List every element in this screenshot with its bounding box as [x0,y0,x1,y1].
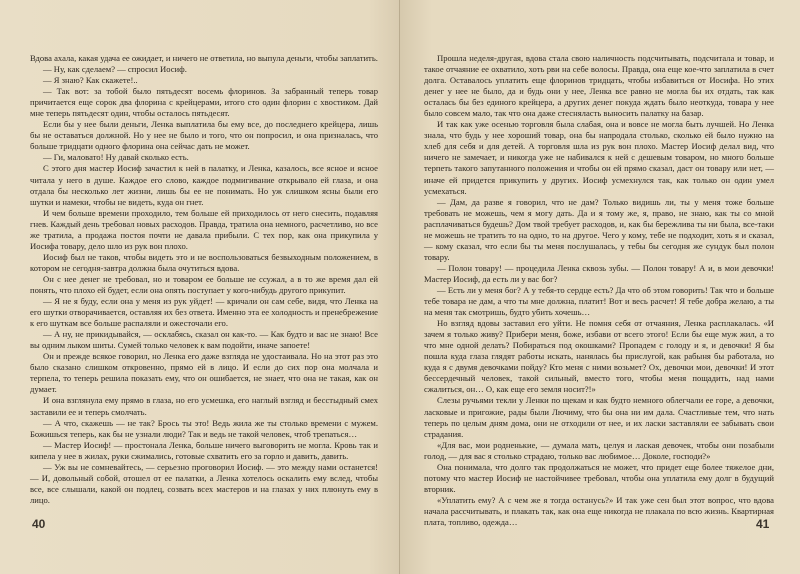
paragraph: И чем больше времени проходило, тем больше ей приходилось от него снесить, подавляя гнев. Каждый день требовал новых расходов. Правда, тратила она немного, расчетливо, но все же тратила, а продажа постоя почти не давала прибыли. С тех пор, как она прикупила у Иосифа товару, дело шло из рук вон плохо. [30,207,378,251]
paragraph: — Я не я буду, если она у меня из рук уйдет! — кричали он сам себе, видя, что Ленка на его шутки отворачивается, оставляя их без ответа. Именно эта ее холодность и пренебрежение к его шуткам все больше распаляли и ожесточали его. [30,296,378,329]
right-page-number: 41 [756,517,770,531]
right-page-text [424,53,774,528]
paragraph: — А что, скажешь — не так? Брось ты это! Ведь жила же ты столько времени с мужем. Божишься теперь, как бы не узнали люди? Так и ведь не такой человек, чтоб трепаться… [30,417,378,439]
paragraph: Он с нее денег не требовал, но и товаром ее больше не ссужал, а в то же время дал ей понять, что плохо ей будет, если она опять поступает у кого-нибудь другого прикупит. [30,273,378,295]
left-page-text [30,53,378,506]
paragraph: — Так вот: за тобой было пятьдесят восемь флоринов. За забранный теперь товар причитается еще сорок два флорина с крейцерами, итого сто один флорин с хвостиком. Дай мне теперь пятьдесят один, чтобы осталось пятьдесят. [30,86,378,119]
paragraph: — Есть ли у меня бог? А у тебя-то сердце есть? Да что об этом говорить! Так что и больше тебе товара не дам, а что ты мне должна, платит! Вот и весь расчет! Я тебе добра желаю, а ты на меня так смотришь, будто убить хочешь… [424,284,774,318]
paragraph: — Мастер Иосиф! — простонала Ленка, больше ничего выговорить не могла. Кровь так и кипела у нее в жилах, руки сжимались, готовые схватить его за горло и давить, давить. [30,439,378,461]
paragraph: — Ги, маловато! Ну давай сколько есть. [43,152,189,163]
paragraph: Слезы ручьями текли у Ленки по щекам и как будто немного облегчали ее горе, а девочки, ласковые и пригожие, рады были Лючиму, что бы она ни им дала. Счастливые тем, что нать теперь по целым дням дома, они не отходили от нее, и их ласки заставляли ее забывать свои страдания. [424,395,774,439]
paragraph: — Я знаю? Как скажете!.. [43,75,138,86]
paragraph: — Уж вы не сомневайтесь, — серьезно проговорил Иосиф. — это между нами останется! — И, довольный собой, отошел от ее палатки, а Ленка хотелось оскалить ему вслед, чтобы все, все слышали, какой он подлец, созвать всех мастеров и на глазах у них плюнуть ему в лицо. [30,461,378,505]
right-page [400,0,800,574]
paragraph: Но взгляд вдовы заставил его уйти. Не помня себя от отчаяния, Ленка расплакалась. «И зачем я только живу? Прибери меня, боже, избави от всего этого! Если бы еще муж жил, а то что мне одной делать? Побираться под окошками? Пропадем с голоду и я, и девочки! Я бы пошла куда глаза глядят работы искать, нанялась бы прислугой, как рабыня бы работала, но куда я с двумя девочками пойду? Кто меня с ними возьмет? Ох, девочки мои, девочки! И этот бессердечный человек, такой сильный, вместо того, чтобы меня пощадить, над нами сжалиться, он… О, как еще его земля носит?!» [424,318,774,395]
left-page-number: 40 [32,517,46,531]
paragraph: И так как уже осенью торговля была слабая, она и вовсе не могла быть лучшей. Но Ленка знала, что будь у нее хороший товар, она бы напродала столько, сколько ей было нужно на хлеб для себя и для детей. А торговля шла из рук вон плохо. Мастер Иосиф делал вид, что ничего не замечает, и никогда уже не набивался к ней с дешевым товаром, но много больше терпеть такого запутанного положения и чтобы он ей прямо сказал, даст он товару или нет, — иначе ей придется прикупить у других. Иосиф усмехнулся так, как только он один умел усмехаться. [424,119,774,196]
paragraph: — Полон товару! — процедила Ленка сквозь зубы. — Полон товару! А и, в мои девочки! Мастер Иосиф, да есть ли у вас бог? [424,262,774,284]
paragraph: Он и прежде всякое говорил, но Ленка его даже взгляда не удостаивала. Но на этот раз это было сказано слишком откровенно, прямо ей в лицо. И если до сих пор она молчала и терпела, то теперь решила показать ему, что он ошибается, не знает, что она не такая, как он думает. [30,351,378,395]
paragraph: — А ну, не прикидывайся, — осклабясь, сказал он как-то. — Как будто и вас не знаю! Все вы одним лыком шиты. Сумей только человек к вам подойти, иначе запоете! [30,329,378,351]
paragraph: С этого дня мастер Иосиф зачастил к ней в палатку, и Ленка, казалось, все ясное и ясное читала у него в душе. Каждое его слово, каждое подмигивание открывало ей глаза, и она отдала бы несколько лет жизни, лишь бы ее не понимать. Но уж слишком ясны были его шутки и намеки, чтобы не видеть, куда он гнет. [30,163,378,207]
paragraph: «Для вас, мои родненькие, — думала мать, целуя и лаская девочек, чтобы они позабыли голод, — для вас я столько страдаю, только вас любимое… Доколе, господи?» [424,439,774,461]
paragraph: Иосиф был не таков, чтобы видеть это и не воспользоваться безвыходным положением, в котором не сегодня-завтра должна была очутиться вдова. [30,251,378,273]
paragraph: И она взглянула ему прямо в глаза, но его усмешка, его наглый взгляд и бесстыдный смех заставили ее и теперь смолчать. [30,395,378,417]
paragraph: — Ну, как сделаем? — спросил Иосиф. [43,64,187,75]
paragraph: Прошла неделя-другая, вдова стала свою наличность подсчитывать, подсчитала и товар, и такое отчаяние ее охватило, хоть рви на себе волосы. Правда, она еще кое-что заплатила в счет долга. Оставалось уплатить еще флоринов тридцать, чтобы избавиться от Иосифа. Но этих денег у нее не было, да и будь они у нее, Ленка все равно не могла бы их отдать, так как осталась бы без единого крейцера, а другиx денег покуда ждать было неоткуда, товара у нее было совсем мало, так что она даже стесняласть выносить палатку на базар. [424,53,774,119]
paragraph: Она понимала, что долго так продолжаться не может, что придет еще более тяжелое дни, потому что мастер Иосиф не настойчивее требовал, чтобы она уплатила ему долг в будущий вторник. [424,461,774,494]
paragraph: Вдова ахала, какая удача ее ожидает, и ничего не ответила, но выпула деньги, чтобы заплатить. [30,53,378,63]
paragraph: Если бы у нее были деньги, Ленка выплатила бы ему все, до последнего крейцера, лишь бы не оставаться должной. Но у нее не было и того, что он попросил, и она призналась, что больше тридцати одного флорина она сейчас дать не может. [30,119,378,152]
paragraph: — Дам, да разве я говорил, что не дам? Только видишь ли, ты у меня тоже больше требовать не можешь, чем я могу дать. Да и я тому же, я, право, не знаю, как ты со мной расплачиваться будешь? Дом твой требует расходов, и, как бы бережлива ты ни была, все-таки не можешь не тратить то на одно, то на другое. Чего у кому, тебе не подходит, хоть я и сказал, — кому сказал, что если бы ты меня послушалась, у тебы бы сегодня же сундук был полон товару. [424,196,774,262]
paragraph: «Уплатить ему? А с чем же я тогда останусь?» И так уже сен был этот вопрос, что вдова начала рассчитывать, и плакать так, как она еще никогда не плакала по всю жизнь. Квартирная плата, топливо, одежда… [424,494,774,527]
